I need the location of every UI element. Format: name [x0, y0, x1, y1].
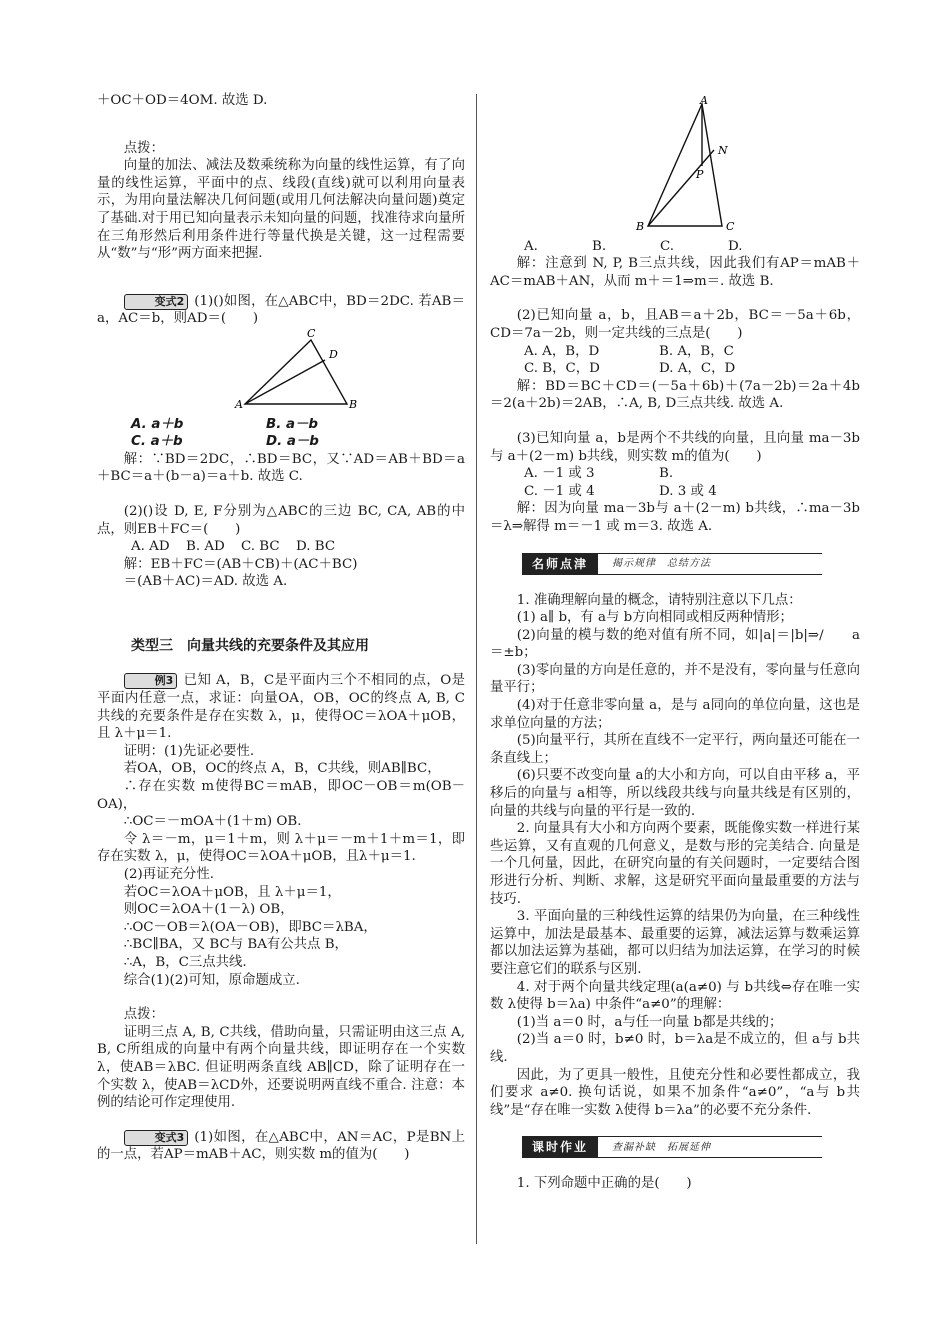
solution-text: 解：∵BD＝2DC，∴BD＝BC，又∵AD＝AB＋BD＝a＋BC＝a＋(b－a)＝a＋b. 故选 C. [97, 451, 465, 485]
tip-line: (1)当 a＝0 时，a与任一向量 b都是共线的； [516, 1014, 783, 1030]
proof-line: 令 λ＝－m，μ＝1＋m，则 λ＋μ＝－m＋1＋m＝1，即存在实数 λ，μ，使得OC＝λOA＋μOB，且λ＋μ＝1. [97, 831, 465, 865]
banner-subtitle: 查漏补缺 拓展延伸 [612, 1141, 712, 1153]
option-d: D. BC [296, 539, 336, 555]
proof-line: ∴存在实数 m使得BC＝mAB，即OC－OB＝m(OB－OA)， [97, 779, 465, 812]
answer-options [490, 343, 860, 378]
tip-line: (3)零向量的方向是任意的，并不是没有，零向量与任意向量平行； [490, 662, 860, 696]
variant-tag: 变式3 [124, 1130, 188, 1146]
option-c: C. [660, 238, 675, 254]
tip-line: 1. 准确理解向量的概念，请特别注意以下几点： [516, 592, 802, 608]
proof-line: ∴OC－OB＝λ(OA－OB)，即BC＝λBA， [123, 919, 377, 935]
tip-line: (2)向量的模与数的绝对值有所不同，如|a|＝|b|⇒/ a＝±b； [490, 627, 860, 661]
proof-line: ∴BC∥BA，又 BC与 BA有公共点 B， [123, 937, 348, 953]
question-text: (1)如图，在△ABC中，AN＝AC，P是BN上的一点，若AP＝mAB＋AC，则实数 m的值为( ) [97, 1129, 465, 1163]
banner-title: 名师点津 [522, 554, 598, 574]
answer-options [490, 465, 860, 500]
option-d: D. a－b [266, 434, 319, 450]
proof-line: ∴A，B，C三点共线. [123, 954, 247, 970]
proof-line: 若OC＝λOA＋μOB，且 λ＋μ＝1， [123, 884, 341, 900]
vertex-label-c: C [307, 327, 316, 340]
solution-text: 解：注意到 N, P, B三点共线，因此我们有AP＝mAB＋AC＝mAB＋AN，从而 m＋＝1⇒m＝. 故选 B. [490, 256, 860, 289]
text-line: ＋OC＋OD＝4OM. 故选 D. [97, 93, 268, 108]
solution-text: 解：BD＝BC＋CD＝(－5a＋6b)＋(7a－2b)＝2a＋4b＝2(a＋2b)＝2AB，∴A, B, D三点共线. 故选 A. [490, 378, 860, 412]
question-text: (3)已知向量 a，b是两个不共线的向量，且向量 ma－3b与 a＋(2－m) b共线，则实数 m的值为( ) [490, 430, 860, 464]
proof-line: ∴OC＝－mOA＋(1＋m) OB. [123, 814, 302, 830]
tip-line: (1) a∥ b，有 a与 b方向相同或相反两种情形； [516, 610, 793, 626]
option-b: B. [659, 466, 674, 482]
note-title: 点拨： [123, 140, 164, 156]
option-c: C. －1 或 4 [524, 483, 595, 499]
note-title: 点拨： [123, 1007, 164, 1023]
option-a: A. AD [131, 539, 170, 555]
tip-line: 3. 平面向量的三种线性运算的结果仍为向量，在三种线性运算中，加法是最基本、最重要的运算，减法运算与数乘运算都以加法运算为基础，都可以归结为加法运算，在学习的时候要注意它们的联系与区别. [490, 909, 860, 977]
option-c: C. a＋b [131, 434, 183, 450]
vertex-label-d: D [329, 347, 338, 361]
option-c: C. B，C，D [524, 361, 600, 377]
proof-line: 则OC＝λOA＋(1－λ) OB， [123, 902, 294, 918]
option-b: B. A，B，C [659, 343, 734, 359]
option-b: B. [592, 238, 607, 254]
option-b: B. a－b [266, 416, 318, 432]
tip-line: (6)只要不改变向量 a的大小和方向，可以自由平移 a，平移后的向量与 a相等，所以线段共线与向量共线是有区别的，向量的共线与向量的平行是一致的. [490, 768, 860, 819]
triangle-figure [490, 96, 860, 232]
vertex-label-a: A [700, 96, 708, 107]
vertex-label-n: N [718, 144, 728, 157]
variant-tag: 变式2 [124, 294, 188, 310]
solution-text: ＝(AB＋AC)＝AD. 故选 A. [123, 574, 288, 590]
option-b: B. AD [186, 539, 225, 555]
proof-line: 若OA，OB，OC的终点 A，B，C共线，则AB∥BC， [123, 761, 441, 777]
proof-line: 证明：(1)先证必要性. [123, 743, 255, 759]
question-text: (1)()如图，在△ABC中，BD＝2DC. 若AB＝a，AC＝b，则AD＝( ) [97, 293, 465, 327]
section-banner [522, 553, 822, 575]
option-d: D. A，C，D [659, 361, 736, 377]
column-divider [476, 94, 477, 1244]
note-text: 向量的加法、减法及数乘统称为向量的线性运算，有了向量的线性运算，平面中的点、线段(直线)就可以利用向量表示，为用向量法解决几何问题(或用几何法解决向量问题)奠定了基础.对于用已知向量表示未知向量的问题，找准待求向量所在三角形然后利用条件进行等量代换是关键，这一过程需要从“数”与“形”两方面来把握. [97, 158, 465, 262]
tip-line: (4)对于任意非零向量 a，是与 a同向的单位向量，这也是求单位向量的方法； [490, 698, 860, 731]
vertex-label-b: B [636, 220, 645, 232]
right-column [490, 96, 860, 1193]
tip-line: 因此，为了更具一般性，且使充分性和必要性都成立，我们要求 a≠0. 换句话说，如果不加条件“a≠0”，“a与 b共线”是“存在唯一实数 λ使得 b＝λa”的必要不充分条件. [490, 1067, 860, 1118]
proof-line: 综合(1)(2)可知，原命题成立. [123, 972, 300, 988]
solution-text: 解：EB＋FC＝(AB＋CB)＋(AC＋BC) [123, 556, 358, 572]
option-d: D. 3 或 4 [659, 483, 717, 499]
option-a: A. a＋b [131, 416, 184, 432]
solution-text: 解：因为向量 ma－3b与 a＋(2－m) b共线，∴ma－3b＝λ⇒解得 m＝－1 或 m＝3. 故选 A. [490, 501, 860, 534]
question-text: (2)已知向量 a，b，且AB＝a＋2b，BC＝－5a＋6b，CD＝7a－2b，则一定共线的三点是( ) [490, 308, 860, 341]
tip-line: (5)向量平行，其所在直线不一定平行，两向量还可能在一条直线上； [490, 733, 860, 766]
triangle-figure [97, 328, 465, 410]
option-d: D. [728, 238, 743, 254]
question-text: (2)()设 D, E, F分别为△ABC的三边 BC, CA, AB的中点，则EB＋FC＝( ) [97, 503, 465, 537]
tip-line: 4. 对于两个向量共线定理(a(a≠0) 与 b共线⇔存在唯一实数 λ使得 b＝λa) 中条件“a≠0”的理解： [490, 979, 860, 1013]
vertex-label-c: C [726, 220, 735, 232]
option-a: A. －1 或 3 [524, 466, 595, 482]
proof-line: (2)再证充分性. [123, 867, 214, 882]
tip-line: 2. 向量具有大小和方向两个要素，既能像实数一样进行某些运算，又有直观的几何意义，是数与形的完美结合. 向量是一个几何量，因此，在研究向量的有关问题时，一定要结合图形进行分析、判断、求解，这是研究平面向量最重要的方法与技巧. [490, 821, 860, 907]
banner-subtitle: 揭示规律 总结方法 [612, 557, 712, 569]
vertex-label-p: P [696, 168, 704, 181]
option-a: A. [524, 238, 538, 254]
left-column [97, 92, 465, 1164]
answer-options [97, 538, 465, 556]
option-a: A. A，B，D [524, 343, 600, 359]
answer-options [97, 416, 465, 451]
banner-title: 课时作业 [522, 1137, 598, 1157]
section-banner [522, 1136, 822, 1158]
vertex-label-b: B [349, 397, 358, 410]
example-tag: 例3 [124, 673, 177, 689]
vertex-label-a: A [235, 397, 243, 410]
option-c: C. BC [241, 539, 280, 555]
tip-line: (2)当 a＝0 时，b≠0 时，b＝λa是不成立的，但 a与 b共线. [490, 1032, 860, 1065]
section-heading: 类型三 向量共线的充要条件及其应用 [131, 637, 369, 654]
answer-options [490, 238, 860, 256]
homework-question: 1. 下列命题中正确的是( ) [516, 1176, 692, 1192]
note-text: 证明三点 A, B, C共线，借助向量，只需证明由这三点 A, B, C所组成的向量中有两个向量共线，即证明存在一个实数 λ，使AB＝λBC. 但证明两条直线 AB∥CD，除了证明存在一个实数 λ，使AB＝λCD外，还要说明两直线不重合. 注意：本例的结论可作定理使用. [97, 1024, 465, 1111]
question-text: 已知 A，B，C是平面内三个不相同的点，O是平面内任意一点，求证：向量OA，OB，OC的终点 A, B, C共线的充要条件是存在实数 λ，μ，使得OC＝λOA＋μOB，且 λ＋μ＝1. [97, 673, 465, 742]
